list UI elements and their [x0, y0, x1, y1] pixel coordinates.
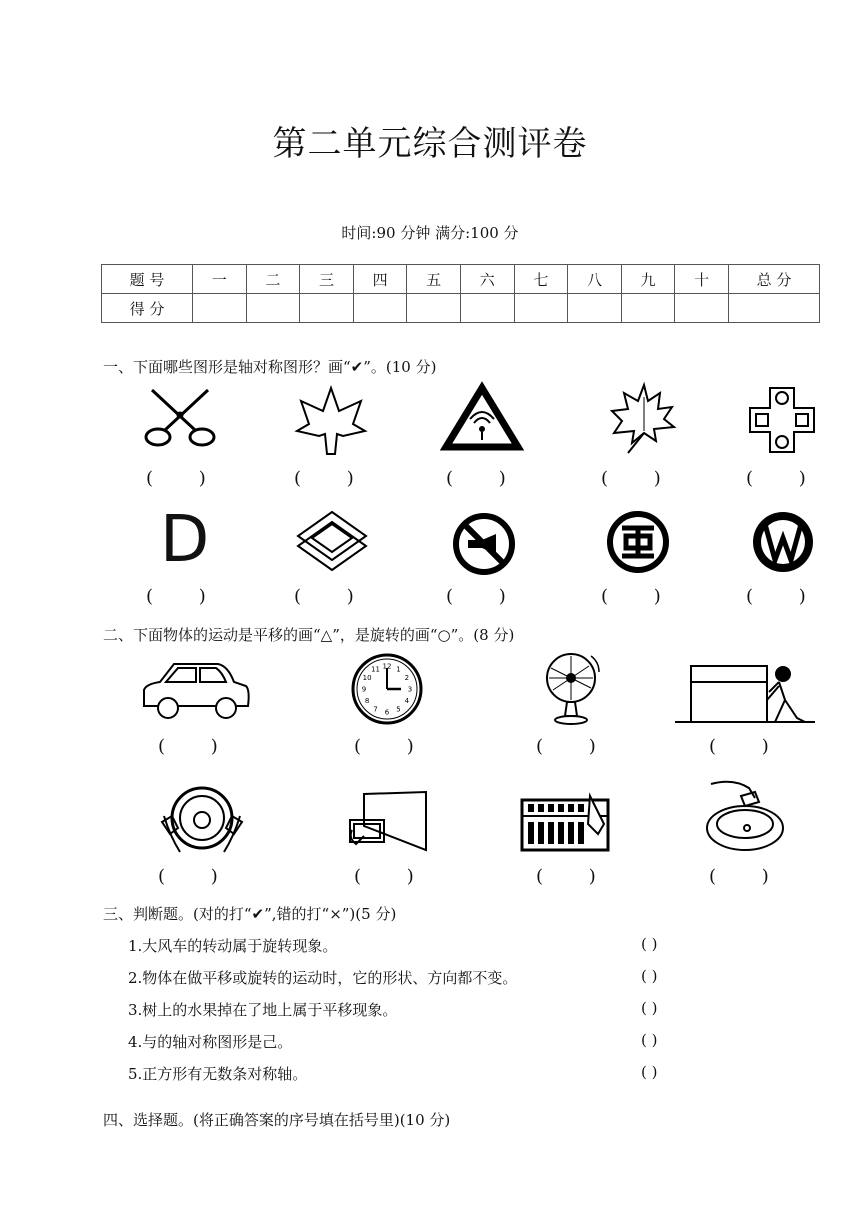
clock-icon — [350, 652, 424, 726]
judge-answer-blank[interactable]: ( ) — [641, 1031, 658, 1049]
answer-blank[interactable]: ( ) — [354, 866, 414, 887]
table-cell: 十 — [675, 265, 729, 294]
score-input-cell[interactable] — [568, 294, 622, 323]
answer-blank[interactable]: ( ) — [146, 468, 206, 489]
clock-numeral: 8 — [364, 697, 370, 705]
no-horn-sign-icon — [452, 512, 516, 576]
square-circle-pattern-icon — [748, 386, 816, 454]
answer-blank[interactable]: ( ) — [746, 468, 806, 489]
answer-blank[interactable]: ( ) — [709, 866, 769, 887]
steering-wheel-icon — [160, 786, 244, 856]
table-cell: 四 — [353, 265, 407, 294]
section-1-heading: 一、下面哪些图形是轴对称图形？画“✔”。(10 分) — [103, 358, 437, 376]
judge-item: 2.物体在做平移或旋转的运动时，它的形状、方向都不变。 — [128, 969, 518, 987]
judge-answer-blank[interactable]: ( ) — [641, 967, 658, 985]
table-cell: 三 — [300, 265, 354, 294]
clock-numeral: 7 — [373, 705, 378, 714]
answer-blank[interactable]: ( ) — [158, 866, 218, 887]
clock-numeral: 10 — [362, 674, 372, 682]
table-cell: 七 — [514, 265, 568, 294]
score-input-cell[interactable] — [407, 294, 461, 323]
answer-blank[interactable]: ( ) — [158, 736, 218, 757]
table-cell: 总 分 — [729, 265, 820, 294]
score-input-cell[interactable] — [353, 294, 407, 323]
judge-item: 5.正方形有无数条对称轴。 — [128, 1065, 308, 1083]
clock-numeral: 11 — [371, 665, 380, 674]
score-input-cell[interactable] — [193, 294, 247, 323]
answer-blank[interactable]: ( ) — [294, 586, 354, 607]
clock-numeral: 5 — [396, 705, 401, 714]
radiation-warning-icon — [443, 385, 521, 451]
answer-blank[interactable]: ( ) — [746, 586, 806, 607]
table-cell: 得 分 — [102, 294, 193, 323]
answer-blank[interactable]: ( ) — [354, 736, 414, 757]
answer-blank[interactable]: ( ) — [601, 468, 661, 489]
table-cell: 题 号 — [102, 265, 193, 294]
judge-item: 4.与的轴对称图形是己。 — [128, 1033, 293, 1051]
score-table-header-row — [102, 265, 820, 294]
answer-blank[interactable]: ( ) — [146, 586, 206, 607]
abacus-icon — [520, 794, 610, 854]
scissors-icon — [140, 385, 220, 455]
score-input-cell[interactable] — [246, 294, 300, 323]
table-cell: 六 — [460, 265, 514, 294]
bank-logo-icon — [606, 510, 670, 574]
maple-leaf-icon — [608, 383, 676, 455]
letter-d-icon: D — [160, 503, 210, 577]
clock-numeral: 12 — [382, 662, 392, 671]
table-cell: 五 — [407, 265, 461, 294]
answer-blank[interactable]: ( ) — [709, 736, 769, 757]
fan-icon — [541, 650, 603, 726]
exam-meta: 时间:90 分钟 满分:100 分 — [341, 224, 519, 242]
table-cell: 九 — [621, 265, 675, 294]
score-input-cell[interactable] — [729, 294, 820, 323]
section-3-heading: 三、判断题。(对的打“✔”,错的打“×”)(5 分) — [103, 905, 397, 923]
clock-numeral: 6 — [384, 708, 390, 717]
drawer-icon — [346, 790, 430, 856]
judge-item: 3.树上的水果掉在了地上属于平移现象。 — [128, 1001, 398, 1019]
judge-answer-blank[interactable]: ( ) — [641, 935, 658, 953]
judge-answer-blank[interactable]: ( ) — [641, 1063, 658, 1081]
answer-blank[interactable]: ( ) — [294, 468, 354, 489]
score-input-cell[interactable] — [675, 294, 729, 323]
answer-blank[interactable]: ( ) — [446, 468, 506, 489]
answer-blank[interactable]: ( ) — [446, 586, 506, 607]
section-4-heading: 四、选择题。(将正确答案的序号填在括号里)(10 分) — [103, 1111, 451, 1129]
score-input-cell[interactable] — [460, 294, 514, 323]
clock-numeral: 2 — [404, 674, 410, 682]
faucet-sink-icon — [703, 778, 787, 858]
clock-numeral: 1 — [396, 665, 401, 674]
clock-numeral: 9 — [361, 685, 367, 694]
page-title: 第二单元综合测评卷 — [272, 124, 588, 164]
section-2-heading: 二、下面物体的运动是平移的画“△”，是旋转的画“○”。(8 分) — [103, 626, 515, 644]
score-table-score-row — [102, 294, 820, 323]
vw-logo-icon — [751, 510, 815, 574]
push-box-icon — [675, 660, 815, 724]
table-cell: 一 — [193, 265, 247, 294]
answer-blank[interactable]: ( ) — [536, 736, 596, 757]
clock-numeral: 4 — [404, 697, 410, 705]
clock-numeral: 3 — [407, 685, 413, 694]
car-icon — [140, 660, 252, 722]
score-input-cell[interactable] — [300, 294, 354, 323]
leaf-icon — [295, 386, 367, 456]
judge-answer-blank[interactable]: ( ) — [641, 999, 658, 1017]
judge-item: 1.大风车的转动属于旋转现象。 — [128, 937, 338, 955]
score-table — [101, 264, 820, 323]
table-cell: 八 — [568, 265, 622, 294]
answer-blank[interactable]: ( ) — [601, 586, 661, 607]
overlapping-diamonds-icon — [296, 510, 368, 572]
score-input-cell[interactable] — [621, 294, 675, 323]
answer-blank[interactable]: ( ) — [536, 866, 596, 887]
table-cell: 二 — [246, 265, 300, 294]
score-input-cell[interactable] — [514, 294, 568, 323]
